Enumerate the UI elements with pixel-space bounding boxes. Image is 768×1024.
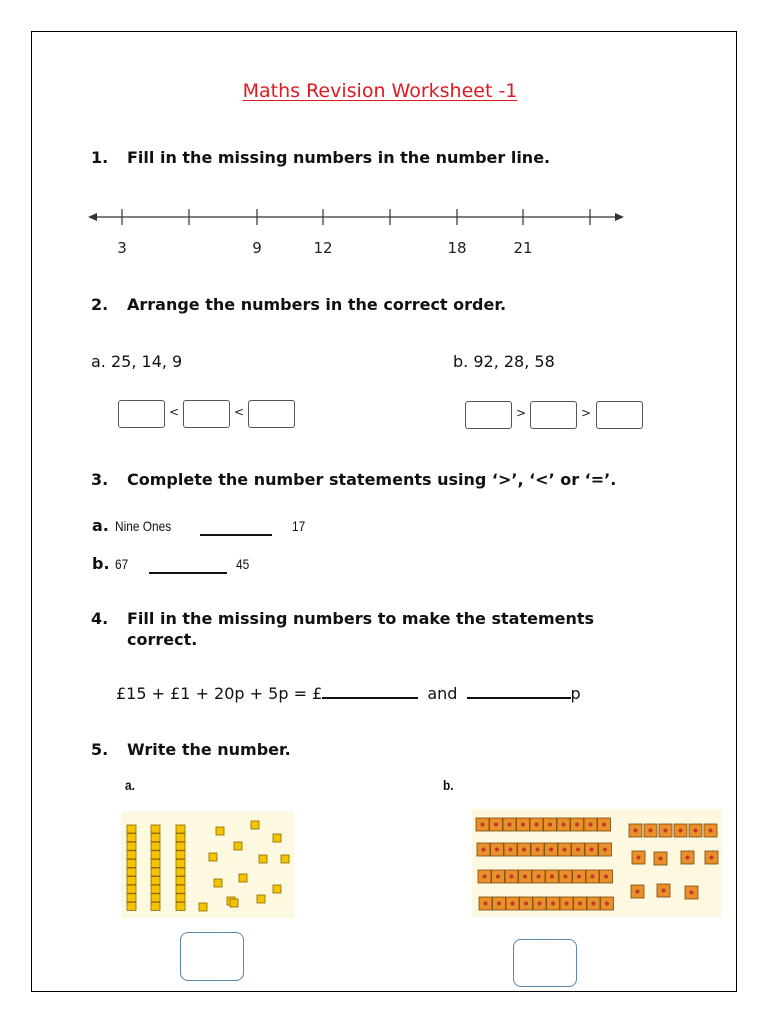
unit-dot	[634, 829, 638, 833]
unit-cube	[273, 834, 281, 842]
unit-dot	[710, 856, 714, 860]
unit-dot	[690, 891, 694, 895]
statement-b-right: 45	[236, 556, 250, 572]
answer-box-a[interactable]	[180, 932, 244, 981]
question-3-text: Complete the number statements using ‘>’, ‘<’ or ‘=’.	[127, 470, 617, 489]
order-answer-box[interactable]	[118, 400, 165, 428]
unit-cube	[281, 855, 289, 863]
tick-label-18: 18	[447, 239, 467, 257]
statement-b-blank[interactable]	[149, 559, 227, 574]
statement-a	[92, 516, 109, 535]
unit-dot	[659, 857, 663, 861]
statement-b-left: 67	[115, 556, 129, 572]
question-1-number: 1.	[91, 148, 109, 167]
question-3-number: 3.	[91, 470, 109, 489]
less-than-sign: <	[234, 405, 245, 419]
question-1-text: Fill in the missing numbers in the number line.	[127, 148, 551, 167]
question-2-text: Arrange the numbers in the correct order.	[127, 295, 507, 314]
greater-than-sign: >	[581, 406, 592, 420]
order-answer-box[interactable]	[248, 400, 295, 428]
question-5b-label: b.	[443, 777, 454, 793]
unit-cube	[214, 879, 222, 887]
unit-dot	[649, 829, 653, 833]
unit-cube	[251, 821, 259, 829]
question-2a-numbers: a. 25, 14, 9	[91, 352, 183, 371]
question-4-number: 4.	[91, 609, 109, 628]
unit-dot	[679, 829, 683, 833]
ten-strip	[479, 897, 614, 910]
unit-cube	[257, 895, 265, 903]
unit-dot	[709, 829, 713, 833]
statement-a-blank[interactable]	[200, 521, 272, 536]
unit-dot	[686, 856, 690, 860]
unit-cube	[234, 842, 242, 850]
unit-dot	[637, 856, 641, 860]
unit-cube	[259, 855, 267, 863]
money-equation-text: £15 + £1 + 20p + 5p = £	[116, 684, 323, 703]
unit-dot	[694, 829, 698, 833]
ten-strip	[478, 870, 613, 883]
greater-than-sign: >	[516, 406, 527, 420]
ten-strip	[477, 843, 612, 856]
question-4-text-line1: Fill in the missing numbers to make the statements	[127, 609, 595, 628]
and-word: and	[427, 684, 458, 703]
ten-rod	[151, 825, 160, 910]
pence-suffix: p	[570, 684, 581, 703]
statement-a-left: Nine Ones	[115, 518, 172, 534]
base-ten-blocks-a	[121, 811, 294, 918]
question-5a-label: a.	[125, 777, 135, 793]
order-answer-box[interactable]	[530, 401, 577, 429]
unit-cube	[273, 885, 281, 893]
unit-dot	[636, 890, 640, 894]
less-than-sign: <	[169, 405, 180, 419]
ten-rod	[176, 825, 185, 910]
unit-dot	[664, 829, 668, 833]
unit-cube	[216, 827, 224, 835]
ten-rods	[127, 825, 185, 910]
left-arrow-icon	[88, 213, 97, 221]
ten-strip	[476, 818, 611, 831]
statement-a-letter: a.	[92, 516, 109, 535]
question-5-text: Write the number.	[127, 740, 291, 759]
order-answer-box[interactable]	[183, 400, 230, 428]
money-equation	[116, 683, 581, 703]
question-2-number: 2.	[91, 295, 109, 314]
worksheet-title: Maths Revision Worksheet -1	[242, 80, 518, 102]
statement-a-right: 17	[292, 518, 306, 534]
unit-cube	[239, 874, 247, 882]
unit-dot	[662, 889, 666, 893]
pounds-blank[interactable]	[322, 683, 418, 699]
question-4-text-line2: correct.	[127, 630, 198, 649]
base-ten-blocks-b	[472, 809, 722, 917]
number-line	[80, 200, 640, 260]
question-5-number: 5.	[91, 740, 109, 759]
tick-label-12: 12	[313, 239, 333, 257]
answer-box-b[interactable]	[513, 939, 577, 987]
order-answer-box[interactable]	[596, 401, 643, 429]
statement-b-letter: b.	[92, 554, 110, 573]
ten-rod	[127, 825, 136, 910]
unit-cube	[209, 853, 217, 861]
tick-label-9: 9	[252, 239, 262, 257]
tick-label-3: 3	[117, 239, 127, 257]
statement-b	[92, 554, 110, 573]
unit-cube	[230, 899, 238, 907]
tick-label-21: 21	[513, 239, 533, 257]
unit-cube	[199, 903, 207, 911]
question-2b-numbers: b. 92, 28, 58	[453, 352, 555, 371]
pence-blank[interactable]	[467, 683, 571, 699]
right-arrow-icon	[615, 213, 624, 221]
order-answer-box[interactable]	[465, 401, 512, 429]
